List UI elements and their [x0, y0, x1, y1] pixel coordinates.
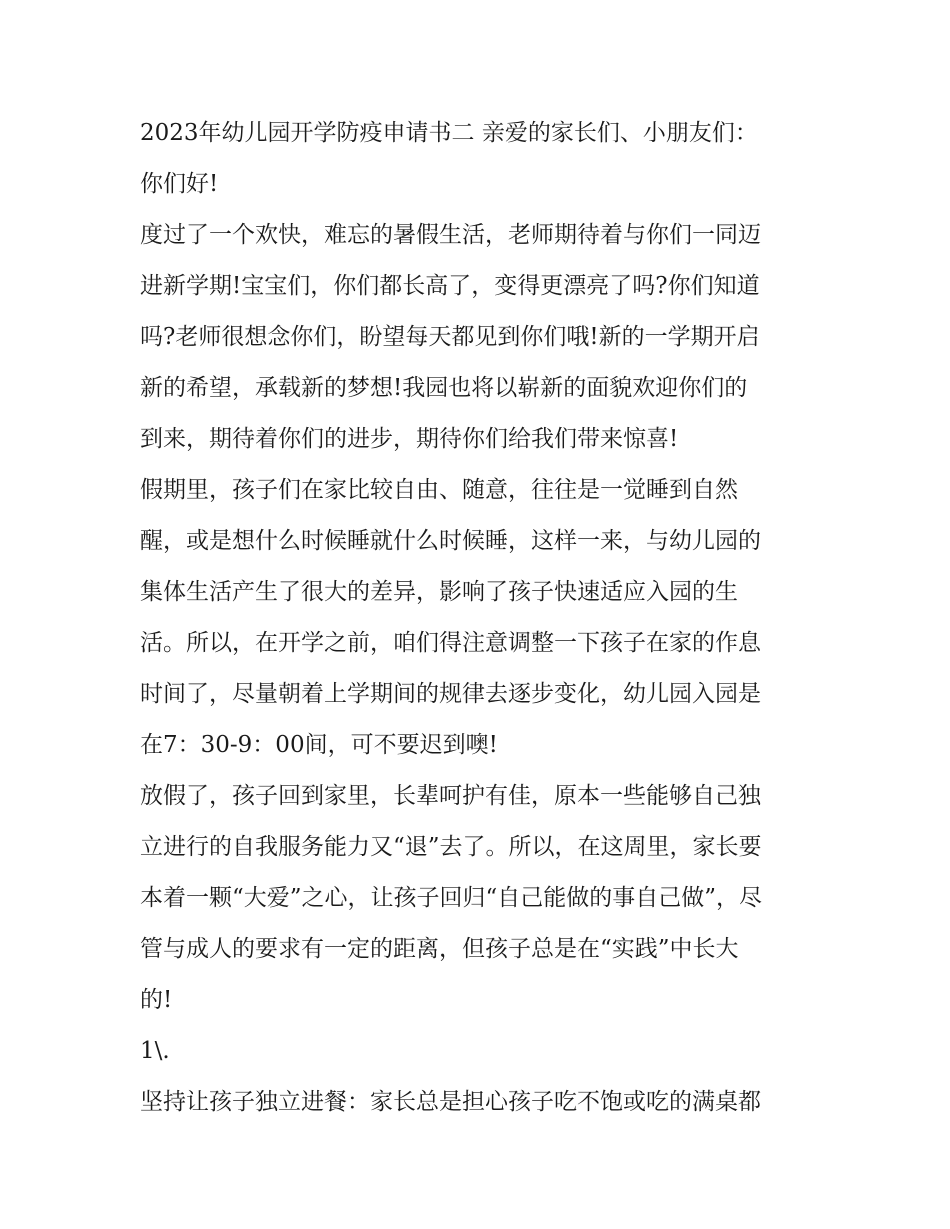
text-line: 醒，或是想什么时候睡就什么时候睡，这样一来，与幼儿园的: [140, 528, 761, 554]
text-line: 集体生活产生了很大的差异，影响了孩子快速适应入园的生: [140, 579, 738, 605]
document-body: [140, 108, 820, 1128]
text-line: 放假了，孩子回到家里，长辈呵护有佳，原本一些能够自己独: [140, 783, 761, 809]
text-line: 新的希望，承载新的梦想!我园也将以崭新的面貌欢迎你们的: [140, 375, 748, 401]
text-line: 在7：30-9：00间，可不要迟到噢!: [140, 732, 498, 758]
text-line: 坚持让孩子独立进餐：家长总是担心孩子吃不饱或吃的满桌都: [140, 1089, 761, 1115]
text-line: 立进行的自我服务能力又“退”去了。所以，在这周里，家长要: [140, 834, 762, 860]
text-line: 2023年幼儿园开学防疫申请书二 亲爱的家长们、小朋友们：: [140, 120, 758, 146]
text-line: 的!: [140, 987, 173, 1013]
text-line: 时间了，尽量朝着上学期间的规律去逐步变化，幼儿园入园是: [140, 681, 761, 707]
text-line: 管与成人的要求有一定的距离，但孩子总是在“实践”中长大: [140, 936, 739, 962]
text-line: 吗?老师很想念你们，盼望每天都见到你们哦!新的一学期开启: [140, 324, 760, 350]
text-line: 本着一颗“大爱”之心，让孩子回归“自己能做的事自己做”，尽: [140, 885, 763, 911]
text-line: 到来，期待着你们的进步，期待你们给我们带来惊喜!: [140, 426, 679, 452]
text-line: 假期里，孩子们在家比较自由、随意，往往是一觉睡到自然: [140, 477, 738, 503]
text-line: 1\.: [140, 1038, 170, 1064]
text-line: 你们好!: [140, 171, 219, 197]
text-line: 进新学期!宝宝们，你们都长高了，变得更漂亮了吗?你们知道: [140, 273, 760, 299]
text-line: 度过了一个欢快，难忘的暑假生活，老师期待着与你们一同迈: [140, 222, 761, 248]
text-line: 活。所以，在开学之前，咱们得注意调整一下孩子在家的作息: [140, 630, 761, 656]
